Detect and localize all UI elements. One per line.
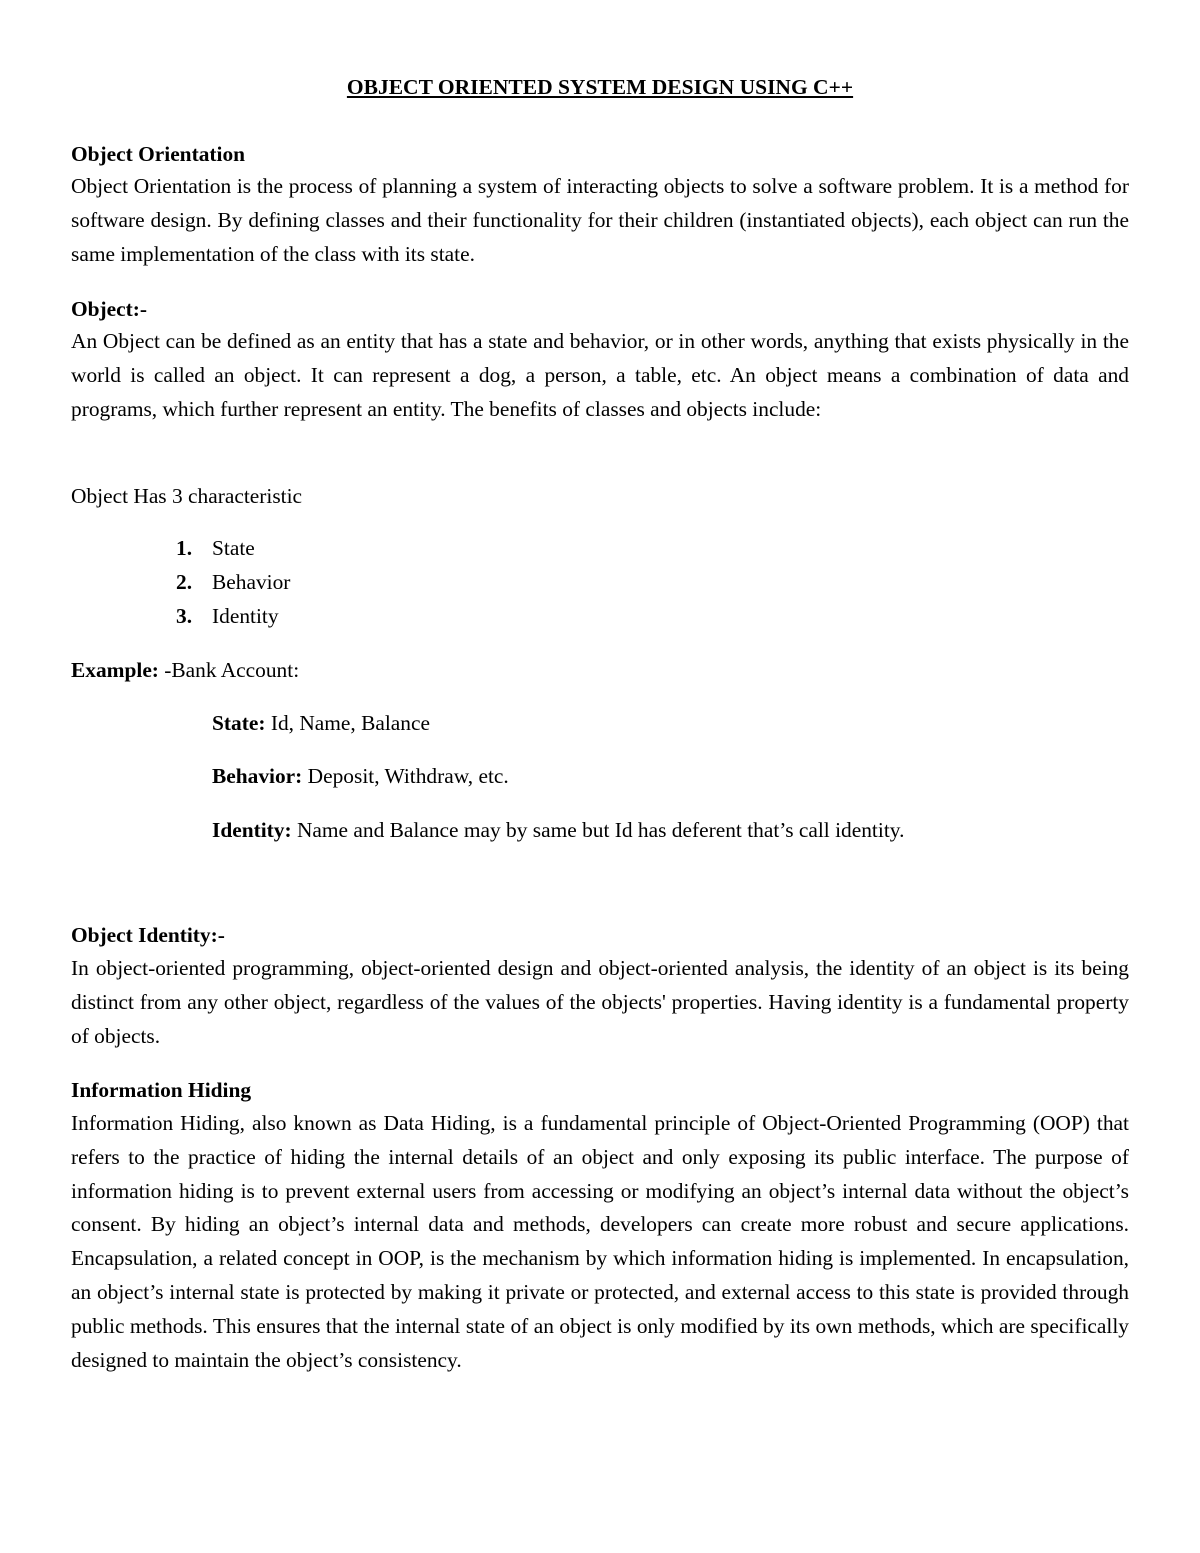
example-behavior-label: Behavior:: [212, 764, 303, 788]
heading-information-hiding: Information Hiding: [71, 1078, 252, 1102]
heading-object-orientation: Object Orientation: [71, 142, 246, 166]
list-number: 1.: [176, 536, 193, 560]
example-state-text: Id, Name, Balance: [265, 711, 430, 735]
example-identity-line: [212, 815, 904, 845]
example-identity-text: Name and Balance may by same but Id has deferent that’s call identity.: [291, 818, 905, 842]
example-behavior-text: Deposit, Withdraw, etc.: [302, 764, 509, 788]
page-title: OBJECT ORIENTED SYSTEM DESIGN USING C++: [346, 75, 854, 99]
example-behavior-line: [212, 761, 509, 791]
heading-object-identity: Object Identity:-: [71, 923, 225, 947]
paragraph-object-orientation: Object Orientation is the process of planning a system of interacting objects to solve a software problem. It is a method for software design. By defining classes and their functionality for their children (instantiated objects), each object can run the same implementation of the class with its state.: [71, 174, 1129, 266]
list-item-label: Behavior: [212, 570, 291, 594]
list-number: 3.: [176, 604, 193, 628]
example-state-label: State:: [212, 711, 266, 735]
example-value: -Bank Account:: [158, 658, 300, 682]
characteristics-intro: Object Has 3 characteristic: [71, 484, 303, 508]
heading-object: Object:-: [71, 297, 148, 321]
example-state-line: [212, 708, 430, 738]
example-line: [71, 655, 299, 685]
list-item-label: Identity: [212, 604, 279, 628]
example-identity-label: Identity:: [212, 818, 292, 842]
paragraph-information-hiding: Information Hiding, also known as Data Hiding, is a fundamental principle of Object-Oriented Programming (OOP) that refers to the practice of hiding the internal details of an object and only exposing its public interface. The purpose of information hiding is to prevent external users from accessing or modifying an object’s internal data without the object’s consent. By hiding an object’s internal data and methods, developers can create more robust and secure applications. Encapsulation, a related concept in OOP, is the mechanism by which information hiding is implemented. In encapsulation, an object’s internal state is protected by making it private or protected, and external access to this state is provided through public methods. This ensures that the internal state of an object is only modified by its own methods, which are specifically designed to maintain the object’s consistency.: [71, 1111, 1129, 1372]
list-item-label: State: [212, 536, 255, 560]
paragraph-object-identity: In object-oriented programming, object-oriented design and object-oriented analysis, the identity of an object is its being distinct from any other object, regardless of the values of the objects' properties. Having identity is a fundamental property of objects.: [71, 956, 1129, 1048]
paragraph-object: An Object can be defined as an entity that has a state and behavior, or in other words, anything that exists physically in the world is called an object. It can represent a dog, a person, a table, etc. An object means a combination of data and programs, which further represent an entity. The benefits of classes and objects include:: [71, 329, 1129, 421]
example-label: Example:: [71, 658, 159, 682]
list-number: 2.: [176, 570, 193, 594]
